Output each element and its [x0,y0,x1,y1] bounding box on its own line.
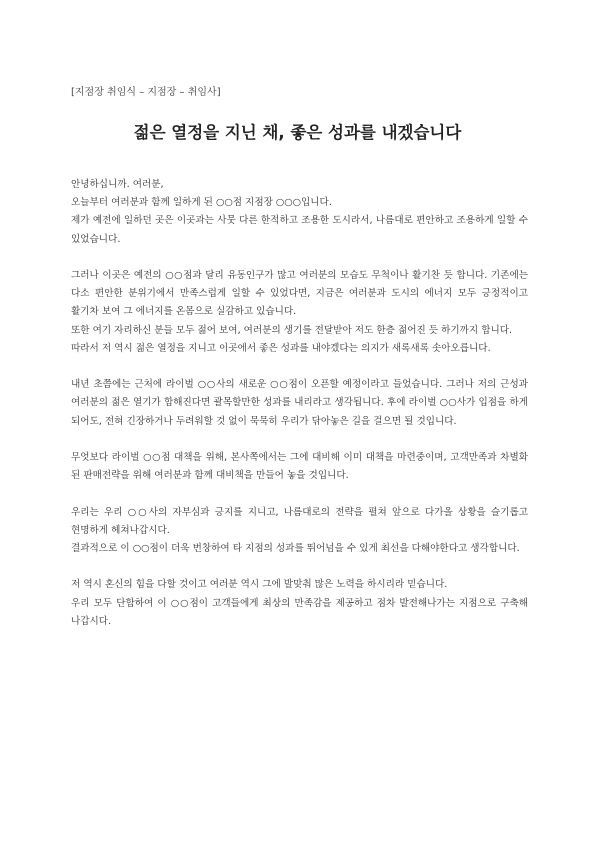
paragraph-gap [71,485,528,503]
body-paragraph: 우리는 우리 ○○사의 자부심과 긍지를 지니고, 나름대로의 전략을 펼쳐 앞으로 다가올 상황을 슬기롭고 현명하게 헤쳐나갑시다. [71,506,528,536]
document-body [71,176,528,631]
body-paragraph: 제가 예전에 일하던 곳은 이곳과는 사뭇 다른 한적하고 조용한 도시라서, 나름대로 편안하고 조용하게 일할 수 있었습니다. [71,215,528,245]
document-title: 젊은 열정을 지닌 채, 좋은 성과를 내겠습니다 [133,123,462,142]
body-paragraph: 무엇보다 라이벌 ○○점 대책을 위해, 본사쪽에서는 그에 대비해 이미 대책을 마련중이며, 고객만족과 차별화 된 판매전략을 위해 여러분과 함께 대비책을 만들어 놓을 것입니다. [71,452,528,482]
body-paragraph: 안녕하십니까. 여러분, [71,179,164,190]
paragraph-gap [71,431,528,449]
document-category: [지점장 취임식 – 지점장 – 취임사] [71,87,221,98]
body-paragraph: 오늘부터 여러분과 함께 일하게 된 ○○점 지점장 ○○○입니다. [71,197,332,209]
paragraph-gap [71,358,528,376]
body-paragraph: 또한 여기 자리하신 분들 모두 젊어 보여, 여러분의 생기를 전달받아 저도 한층 젊어진 듯 하기까지 합니다. [71,324,513,336]
body-paragraph: 우리 모두 단합하여 이 ○○점이 고객들에게 최상의 만족감을 제공하고 점차 발전해나가는 지점으로 구축해 나갑시다. [71,597,528,627]
paragraph-gap [71,249,528,267]
body-paragraph: 결과적으로 이 ○○점이 더욱 번창하여 타 지점의 성과를 뛰어넘을 수 있게 최선을 다해야한다고 생각합니다. [71,543,520,554]
body-paragraph: 따라서 저 역시 젊은 열정을 지니고 이곳에서 좋은 성과를 내야겠다는 의지가 새록새록 솟아오릅니다. [71,342,491,354]
body-paragraph: 저 역시 혼신의 힘을 다할 것이고 여러분 역시 그에 발맞춰 많은 노력을 하시리라 믿습니다. [71,579,448,591]
paragraph-gap [71,558,528,576]
body-paragraph: 그러나 이곳은 예전의 ○○점과 달리 유동인구가 많고 여러분의 모습도 무척이나 활기찬 듯 합니다. 기존에는 다소 편안한 분위기에서 만족스럽게 일할 수 있었다면, 지금은 여러분과 도시의 에너지 모두 긍정적이고 활기차 보여 그 에너지를 온몸으로 실감하고 있습니다. [71,270,528,318]
body-paragraph: 내년 초쯤에는 근처에 라이벌 ○○사의 새로운 ○○점이 오픈할 예정이라고 들었습니다. 그러나 저의 근성과 여러분의 젊은 열기가 합해진다면 괄목할만한 성과를 내리라고 생각됩니다. 후에 라이벌 ○○사가 입점을 하게 되어도, 전혀 긴장하거나 두려워할 것 없이 묵묵히 우리가 닦아놓은 길을 걸으면 될 것입니다. [71,379,528,427]
